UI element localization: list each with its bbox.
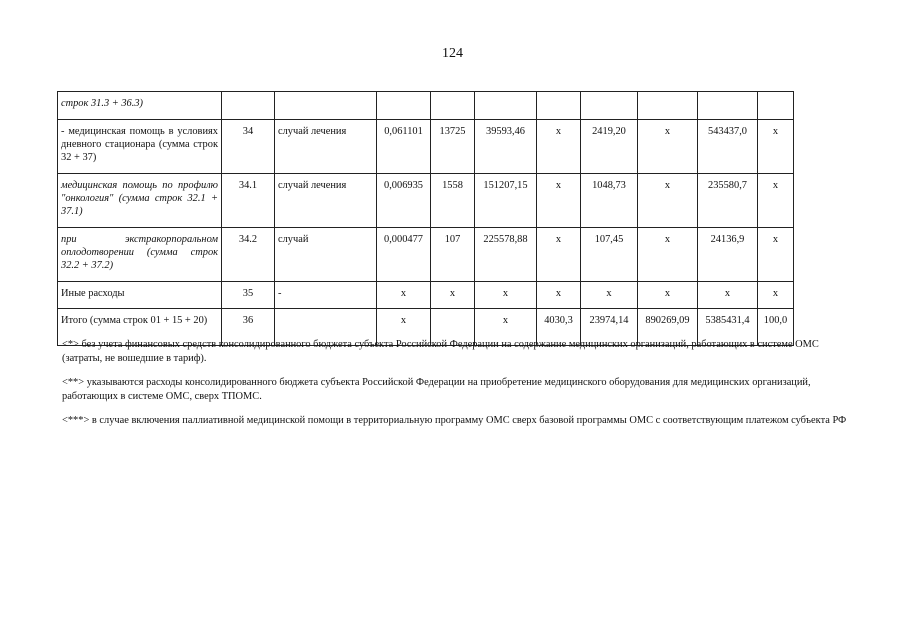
volume-cell <box>431 92 475 120</box>
volume-norm-cell: x <box>377 282 431 309</box>
cost-norm-cell: 225578,88 <box>475 228 537 282</box>
footnotes <box>62 338 852 438</box>
per-capita-oms-cell: 1048,73 <box>581 174 638 228</box>
percent-cell: x <box>758 282 794 309</box>
per-capita-oms-cell: 107,45 <box>581 228 638 282</box>
table-row <box>58 92 794 120</box>
total-oms-cell: 5385431,4 <box>698 309 758 346</box>
per-capita-budget-cell: x <box>537 282 581 309</box>
total-budget-cell: x <box>638 282 698 309</box>
row-label-cell: Итого (сумма строк 01 + 15 + 20) <box>58 309 222 346</box>
volume-cell: 1558 <box>431 174 475 228</box>
cost-norm-cell: 151207,15 <box>475 174 537 228</box>
percent-cell: x <box>758 120 794 174</box>
total-budget-cell: 890269,09 <box>638 309 698 346</box>
percent-cell <box>758 92 794 120</box>
financing-table <box>57 91 794 346</box>
total-oms-cell: 235580,7 <box>698 174 758 228</box>
volume-cell: 107 <box>431 228 475 282</box>
cost-norm-cell: x <box>475 309 537 346</box>
unit-cell: случай лечения <box>275 174 377 228</box>
total-oms-cell: 24136,9 <box>698 228 758 282</box>
percent-cell: 100,0 <box>758 309 794 346</box>
per-capita-budget-cell: 4030,3 <box>537 309 581 346</box>
footnote-3: <***> в случае включения паллиативной медицинской помощи в территориальную программу ОМС сверх базовой программы ОМС с соответствующим платежом субъекта РФ <box>62 415 847 426</box>
total-budget-cell: x <box>638 120 698 174</box>
row-label-cell: медицинская помощь по профилю "онкология" (сумма строк 32.1 + 37.1) <box>58 174 222 228</box>
cost-norm-cell: x <box>475 282 537 309</box>
per-capita-budget-cell: x <box>537 174 581 228</box>
row-code-cell: 34 <box>222 120 275 174</box>
per-capita-budget-cell <box>537 92 581 120</box>
total-budget-cell <box>638 92 698 120</box>
row-code-cell: 35 <box>222 282 275 309</box>
volume-norm-cell: 0,061101 <box>377 120 431 174</box>
per-capita-oms-cell: x <box>581 282 638 309</box>
row-label-cell: Иные расходы <box>58 282 222 309</box>
table-row <box>58 120 794 174</box>
per-capita-oms-cell: 2419,20 <box>581 120 638 174</box>
per-capita-oms-cell: 23974,14 <box>581 309 638 346</box>
cost-norm-cell: 39593,46 <box>475 120 537 174</box>
table-row <box>58 282 794 309</box>
total-budget-cell: x <box>638 228 698 282</box>
per-capita-oms-cell <box>581 92 638 120</box>
total-oms-cell: x <box>698 282 758 309</box>
volume-norm-cell: 0,006935 <box>377 174 431 228</box>
table-row <box>58 228 794 282</box>
footnote-2: <**> указываются расходы консолидированного бюджета субъекта Российской Федерации на приобретение медицинского оборудования для медицинских организаций, работающих в системе ОМС, сверх ТПОМС. <box>62 377 811 402</box>
unit-cell: - <box>275 282 377 309</box>
page-number: 124 <box>442 46 463 61</box>
unit-cell: случай лечения <box>275 120 377 174</box>
cost-norm-cell <box>475 92 537 120</box>
percent-cell: x <box>758 174 794 228</box>
percent-cell: x <box>758 228 794 282</box>
row-code-cell: 34.1 <box>222 174 275 228</box>
footnote-1: <*> без учета финансовых средств консолидированного бюджета субъекта Российской Федерации на содержание медицинских организаций, работающих в системе ОМС (затраты, не вошедшие в тариф). <box>62 339 819 364</box>
row-code-cell: 36 <box>222 309 275 346</box>
row-code-cell <box>222 92 275 120</box>
total-oms-cell: 543437,0 <box>698 120 758 174</box>
volume-norm-cell: 0,000477 <box>377 228 431 282</box>
table-body <box>58 92 794 346</box>
row-label-cell: при экстракорпоральном оплодотворении (сумма строк 32.2 + 37.2) <box>58 228 222 282</box>
row-label-cell: строк 31.3 + 36.3) <box>58 92 222 120</box>
unit-cell: случай <box>275 228 377 282</box>
table-row <box>58 174 794 228</box>
row-label-cell: - медицинская помощь в условиях дневного стационара (сумма строк 32 + 37) <box>58 120 222 174</box>
volume-cell: x <box>431 282 475 309</box>
unit-cell <box>275 92 377 120</box>
total-oms-cell <box>698 92 758 120</box>
volume-cell: 13725 <box>431 120 475 174</box>
row-code-cell: 34.2 <box>222 228 275 282</box>
volume-norm-cell <box>377 92 431 120</box>
per-capita-budget-cell: x <box>537 228 581 282</box>
volume-norm-cell: x <box>377 309 431 346</box>
total-budget-cell: x <box>638 174 698 228</box>
per-capita-budget-cell: x <box>537 120 581 174</box>
